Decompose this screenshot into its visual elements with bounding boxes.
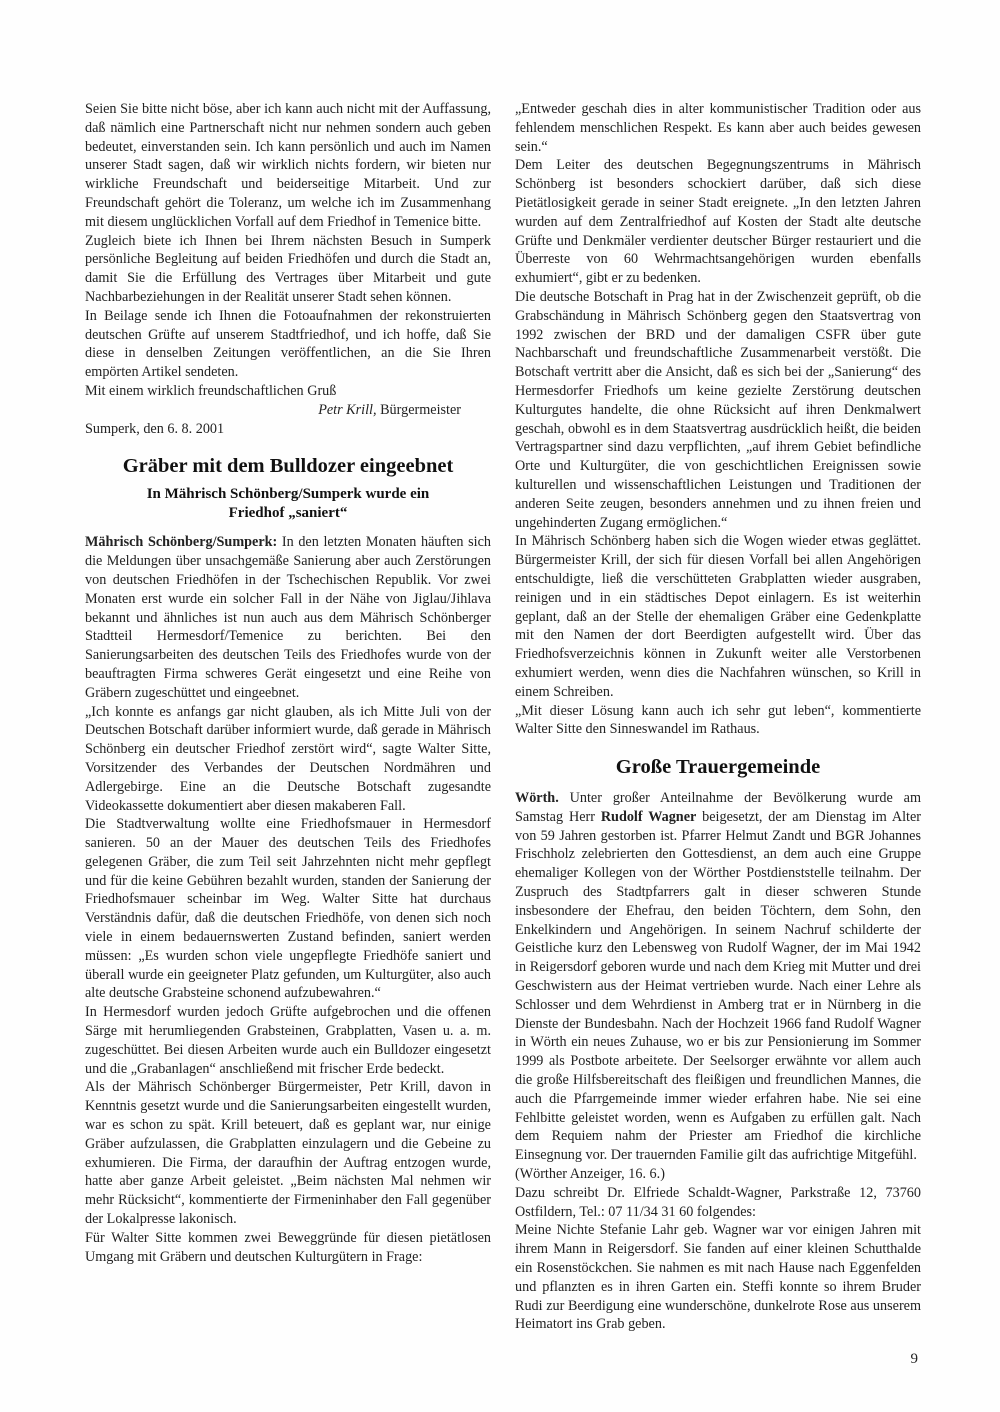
article-paragraph: In Mährisch Schönberg haben sich die Wogen wieder etwas geglättet. Bürgermeister Krill, der sich für diesen Vorfall bei allen Angehörigen entschuldigte, ließ die verschütteten Grabplatten wieder ausgraben, reinigen und in ein städtisches Depot einlagern. Es ist weiterhin geplant, daß an der Stelle der ehemaligen Gräber eine Gedenkplatte mit den Namen der dort Beerdigten aufgestellt wird. Über das Friedhofsverzeichnis können in Zukunft weiter alle Verstorbenen exhumiert werden, wenn dies die Nachfahren wünschen, so Krill in einem Schreiben. xyxy=(515,533,921,700)
person-name-bold: Rudolf Wagner xyxy=(600,808,697,825)
article-subtitle xyxy=(85,485,491,523)
right-column xyxy=(515,100,921,1334)
obituary-paragraph: Meine Nichte Stefanie Lahr geb. Wagner war vor einigen Jahren mit ihrem Mann in Reigersdorf. Sie fanden auf einer kleinen Schutthalde ein Rosenstöckchen. Sie nahmen es mit nach Hause nach Eggenfelden und pflanzten es in ihren Garten ein. Steffi konnte so ihrem Bruder Rudi zur Beerdigung eine wunderschöne, dunkelrote Rose aus unserem Heimatort ins Grab geben. xyxy=(515,1222,921,1333)
letter-signature xyxy=(85,401,491,420)
obituary-paragraph xyxy=(515,789,921,1165)
article-location-lead: Mährisch Schönberg/Sumperk: xyxy=(85,534,278,551)
obituary-location-lead: Wörth. xyxy=(515,790,559,807)
article-paragraph: „Mit dieser Lösung kann auch ich sehr gut leben“, kommentierte Walter Sitte den Sinneswandel im Rathaus. xyxy=(515,702,921,738)
article-paragraph: In Hermesdorf wurden jedoch Grüfte aufgebrochen und die offenen Särge mit herumliegenden Grabsteinen, Grabplatten, Vasen u. a. m. zugeschüttet. Bei diesen Arbeiten wurde auch ein Bulldozer eingesetzt und die „Grabanlagen“ anschließend mit frischer Erde bedeckt. xyxy=(85,1004,491,1077)
article-paragraph: „Entweder geschah dies in alter kommunistischer Tradition oder aus fehlendem menschlichen Respekt. Es kann aber auch beides gewesen sein.“ xyxy=(515,101,921,155)
article-subtitle-line1: In Mährisch Schönberg/Sumperk wurde ein xyxy=(146,486,430,503)
article-paragraph: Die deutsche Botschaft in Prag hat in der Zwischenzeit geprüft, ob die Grabschändung in Mährisch Schönberg gegen den Staatsvertrag von 1992 zwischen der BRD und der damaligen CSFR über gute Nachbarschaft und freundschaftliche Zusammenarbeit verstößt. Die Botschaft vertritt aber die Ansicht, daß es sich bei der „Sanierung“ des Hermesdorfer Friedhofs um keine gezielte Zerstörung deutschen Kulturgutes handelte, die ohne Rücksicht auf ihren Denkmalwert geschah, obwohl es in dem Staatsvertrag ausdrücklich heißt, die beiden Vertragspartner sind dazu verpflichten, „auf ihrem Gebiet befindliche Orte und Kulturgüter, die von geschichtlichen Ereignissen sowie kulturellen und wissenschaftlichen Leistungen und Traditionen der anderen Seite zeugen, besonders annehmen und zu ihnen freien und ungehinderten Zugang ermöglichen.“ xyxy=(515,288,921,531)
article-paragraph: Dem Leiter des deutschen Begegnungszentrums in Mährisch Schönberg ist besonders schockiert darüber, daß sich diese Pietätlosigkeit gerade in seiner Stadt ereignete. „In den letzten Jahren wurden auf dem Zentralfriedhof auf Kosten der Stadt alte deutsche Grüfte und Denkmäler verdienter deutscher Bürger restauriert und die Überreste von 60 Wehrmachtsangehörigen wurden ebenfalls exhumiert“, gibt er zu bedenken. xyxy=(515,157,921,287)
signature-role: Bürgermeister xyxy=(376,401,461,418)
article-subtitle-line2: Friedhof „saniert“ xyxy=(228,505,348,522)
letter-paragraph: In Beilage sende ich Ihnen die Fotoaufnahmen der rekonstruierten deutschen Grüfte auf unserem Stadtfriedhof, und ich hoffe, daß Sie diese in denselben Zeitungen veröffentlichen, an die Sie Ihren empörten Artikel sendeten. xyxy=(85,307,491,381)
obituary-paragraph: Dazu schreibt Dr. Elfriede Schaldt-Wagner, Parkstraße 12, 73760 Ostfildern, Tel.: 07 11/34 31 60 folgendes: xyxy=(515,1184,921,1220)
signature-name: Petr Krill, xyxy=(318,401,377,418)
letter-paragraph: Zugleich biete ich Ihnen bei Ihrem nächsten Besuch in Sumperk persönliche Begleitung auf beiden Friedhöfen und durch die Stadt an, damit Sie die Erfüllung des Vertrages über Mitarbeit und gute Nachbarbeziehungen in der Realität unserer Stadt sehen können. xyxy=(85,232,491,305)
article-paragraph: Für Walter Sitte kommen zwei Beweggründe für diesen pietätlosen Umgang mit Gräbern und deutschen Kulturgütern in Frage: xyxy=(85,1229,491,1265)
obituary-paragraph-text: Unter großer Anteilnahme der Bevölkerung wurde am Samstag Herr xyxy=(515,790,921,825)
article-paragraph xyxy=(85,533,491,702)
left-column xyxy=(85,100,491,1334)
article-title: Gräber mit dem Bulldozer eingeebnet xyxy=(122,455,454,478)
page-number: 9 xyxy=(910,1351,918,1367)
article-headline-block xyxy=(85,454,491,523)
obituary-paragraph-text: beigesetzt, der am Dienstag im Alter von 59 Jahren gestorben ist. Pfarrer Helmut Zandt und BGR Johannes Frischholz zelebrierten den Gottesdienst, an dem auch eine Gruppe ehemaliger Kollegen von der Wörther Postdienststelle teilnahm. Der Zuspruch des Stadtpfarrers galt in dieser schweren Stunde insbesondere der Ehefrau, den beiden Töchtern, dem Sohn, den Enkelkindern und Angehörigen. In seinem Nachruf schilderte der Geistliche kurz den Lebensweg von Rudolf Wagner, der im Mai 1942 in Reigersdorf geboren wurde und nach dem Krieg mit Mutter und drei Geschwistern aus der Heimat vertrieben wurde. Nach einer Lehre als Schlosser und dem Wehrdienst in Amberg trat er in Nürnberg in die Dienste der Bundesbahn. Nach der Hochzeit 1966 fand Rudolf Wagner in Wörth ein neues Zuhause, wo er bis zur Pensionierung im Sommer 1999 als Postbote arbeitete. Der Seelsorger erwähnte vor allem auch die große Hilfsbereitschaft des fleißigen und freundlichen Mannes, die auch die Pfarrgemeinde immer wieder erfahren habe. Nie sei eine Fehlbitte geleistet worden, wenn es Aufgaben zu erfüllen galt. Nach dem Requiem nahm der Priester am Friedhof die kirchliche Einsegnung vor. Der trauernden Familie gilt das aufrichtige Mitgefühl. xyxy=(515,808,921,1164)
letter-paragraph: Seien Sie bitte nicht böse, aber ich kann auch nicht mit der Auffassung, daß nämlich eine Partnerschaft nicht nur nehmen sondern auch geben bedeutet, einverstanden sein. Ich kann persönlich und auch im Namen unserer Stadt sagen, daß wir wirklich nichts fordern, wir bieten nur wirkliche Freundschaft und beiderseitige Mitarbeit. Und zur Freundschaft gehört die Toleranz, um welche ich im Zusammenhang mit diesem unglücklichen Vorfall auf dem Friedhof in Temenice bitte. xyxy=(85,101,491,230)
letter-closing: Mit einem wirklich freundschaftlichen Gruß xyxy=(85,382,337,399)
article-paragraph: Als der Mährisch Schönberger Bürgermeister, Petr Krill, davon in Kenntnis gesetzt wurde und die Sanierungsarbeiten eingestellt wurden, war es schon zu spät. Krill beteuert, daß es geplant war, nur einige Gräber aufzulassen, die Grabplatten einzulagern und die Gebeine zu exhumieren. Die Firma, der daraufhin der Auftrag entzogen wurde, hatte aber ganze Arbeit geleistet. „Beim nächsten Mal nehmen wir mehr Rücksicht“, kommentierte der Firmeninhaber den Fall gegenüber der Lokalpresse lakonisch. xyxy=(85,1079,491,1228)
article-paragraph: „Ich konnte es anfangs gar nicht glauben, als ich Mitte Juli von der Deutschen Botschaft darüber informiert wurde, daß gerade in Mährisch Schönberg ein deutscher Friedhof zerstört wird“, sagte Walter Sitte, Vorsitzender des Verbandes der Deutschen Nordmähren und Adlergebirge. Eine an die Deutsche Botschaft zugesandte Videokassette dokumentiert aber diesen makaberen Fall. xyxy=(85,703,491,814)
content-columns xyxy=(85,100,921,1334)
source-credit: (Wörther Anzeiger, 16. 6.) xyxy=(515,1166,665,1183)
obituary-title: Große Trauergemeinde xyxy=(615,756,821,779)
article-paragraph: Die Stadtverwaltung wollte eine Friedhofsmauer in Hermesdorf sanieren. 50 an der Mauer des deutschen Teils des Friedhofes gelegenen Gräber, die zum Teil seit Jahrzehnten nicht mehr gepflegt und für die keine Gebühren bezahlt wurden, standen der Sanierung der Friedhofsmauer scheinbar im Weg. Walter Sitte hat durchaus Verständnis dafür, daß die deutschen Friedhöfe, von denen sich noch viele in einem bedauernswerten Zustand befinden, saniert werden müssen: „Es wurden schon viele ungepflegte Friedhöfe saniert und überall wurde ein geeigneter Platz gefunden, um Kulturgüter, also auch alte deutsche Grabsteine schonend aufzubewahren.“ xyxy=(85,816,491,1002)
letter-dateline: Sumperk, den 6. 8. 2001 xyxy=(85,420,225,437)
obituary-headline-block xyxy=(515,755,921,779)
article-paragraph-text: In den letzten Monaten häuften sich die Meldungen über unsachgemäße Sanierung aber auch Zerstörungen von deutschen Friedhöfen in der Tschechischen Republik. Vor zwei Monaten erst wurde ein solcher Fall in der Nähe von Jiglau/Jihlava bekannt und ähnliches ist nun auch aus dem Mährisch Schönberger Stadtteil Hermesdorf/Temenice zu berichten. Bei den Sanierungsarbeiten des deutschen Teils des Friedhofes wurde von der beauftragten Firma schweres Gerät eingesetzt und eine Reihe von Gräbern zugeschüttet und eingeebnet. xyxy=(85,534,491,701)
